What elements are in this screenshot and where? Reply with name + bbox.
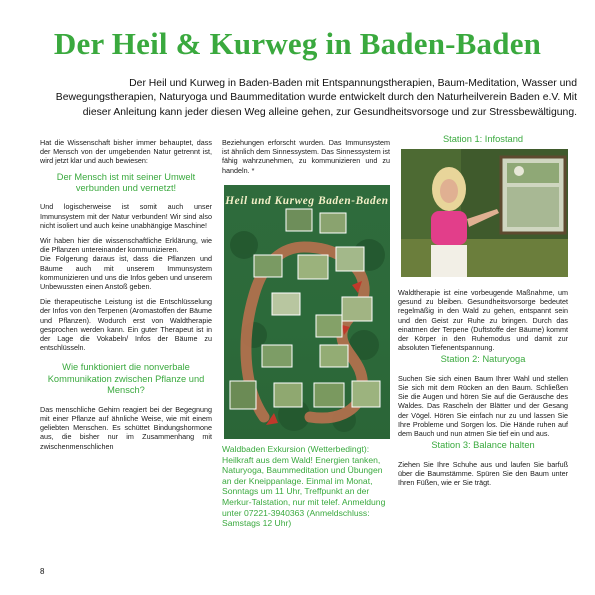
- paragraph: Beziehungen erforscht wurden. Das Immunsystem ist ähnlich dem Sinnessystem. Das Sinnessystem ist fähig wahrzunehmen, zu kommunizieren und zu handeln. *: [222, 138, 390, 175]
- trail-map: [224, 185, 390, 439]
- paragraph: Wir haben hier die wissenschaftliche Erklärung, wie die Pflanzen untereinander kommunizieren.: [40, 236, 212, 255]
- page-number: 8: [40, 567, 45, 576]
- paragraph: Und logischerweise ist somit auch unser Immunsystem mit der Natur verbunden! Wir sind also nicht isoliert und auch keine unabhängige Maschine!: [40, 202, 212, 230]
- paragraph: Waldtherapie ist eine vorbeugende Maßnahme, um gesund zu bleiben. Gesundheitsvorsorge bedeutet regelmäßig in den Wald zu gehen, entspannt sein und den Geist zur Ruhe zu bringen. Durch das einatmen der Terpene (Duftstoffe der Bäume) kommt der Körper in den Ruhemodus und damit zur absoluten Tiefenentspannung.: [398, 288, 568, 353]
- paragraph: Hat die Wissenschaft bisher immer behauptet, dass der Mensch von der umgebenden Natur getrennt ist, wird jetzt klar und auch bewiesen:: [40, 138, 212, 166]
- paragraph: Die Folgerung daraus ist, dass die Pflanzen und Bäume auch mit unserem Immunsystem kommunizieren und uns die Infos geben und unserem Unbewussten einen Anstoß geben.: [40, 254, 212, 292]
- subheading: Der Mensch ist mit seiner Umwelt verbunden und vernetzt!: [56, 171, 196, 194]
- map-title: Heil und Kurweg Baden-Baden: [225, 195, 389, 207]
- page-title: Der Heil & Kurweg in Baden-Baden: [53, 26, 542, 61]
- excursion-text: Waldbaden Exkursion (Wetterbedingt): Heilkraft aus dem Wald! Energien tanken, Naturyoga, Baummeditation und Übungen an der Kneippanlage. Einmal im Monat, Sonntags um 11 Uhr, Treffpunkt an der Merkur-Talstation, nur mit telef. Anmeldung unter 07221-3940363 (Anmeldschluss: Samstags 12 Uhr): [222, 444, 386, 529]
- photo-woman-infoboard: [401, 149, 568, 277]
- column-left: [40, 138, 212, 457]
- subheading: Station 3: Balance halten: [431, 440, 535, 451]
- paragraph: Suchen Sie sich einen Baum Ihrer Wahl und stellen Sie sich mit dem Rücken an den Baum. Schließen Sie die Augen und hören Sie auf die Geräusche des Waldes. Das Rascheln der Blätter und der Gesang der Vögel. Hören Sie einfach nur zu und lassen Sie Ihre Probleme und Sorgen los. Die Hände ruhen auf dem Bauch und nun atmen Sie tief ein und aus.: [398, 373, 568, 439]
- column-middle: [222, 138, 390, 181]
- column-right-text: [398, 288, 568, 493]
- paragraph: Ziehen Sie Ihre Schuhe aus und laufen Sie barfuß über die Baumstämme. Spüren Sie den Baum unter Ihren Füßen, wie er Sie trägt.: [398, 459, 568, 488]
- excursion-box: [222, 444, 390, 535]
- column-right: [398, 134, 568, 145]
- intro-paragraph: Der Heil und Kurweg in Baden-Baden mit Entspannungstherapien, Baum-Meditation, Wasser und Bewegungstherapien, Naturyoga und Baummeditation wurde entwickelt durch den Naturheilverein Baden e.V. Mit dieser Anleitung kann jeder diesen Weg alleine gehen, zur Gesundheitsvorsoge und zur Stressbewältigung.: [55, 78, 577, 118]
- paragraph: Die therapeutische Leistung ist die Entschlüsselung der Infos von den Terpenen (Aromastoffen der Bäume und Pflanzen). Wodurch erst von Waldtherapie gesprochen werden kann. Ein guter Therapeut ist in der Lage die Vokabeln/ Infos der Bäume zu entschlüsseln.: [40, 297, 212, 353]
- subheading: Station 1: Infostand: [442, 134, 524, 144]
- subheading: Station 2: Naturyoga: [440, 354, 526, 365]
- map-graphic: [224, 185, 390, 439]
- station-photo: [401, 149, 568, 277]
- paragraph: Das menschliche Gehirn reagiert bei der Begegnung mit einer Pflanze auf ähnliche Weise, wie mit einem geliebten Menschen. Es schüttet Bindungshormone aus, die bisher nur im Zusammenhang mit zwischenmenschlichen: [40, 404, 212, 451]
- subheading: Wie funktioniert die nonverbale Kommunikation zwischen Pflanze und Mensch?: [47, 362, 205, 396]
